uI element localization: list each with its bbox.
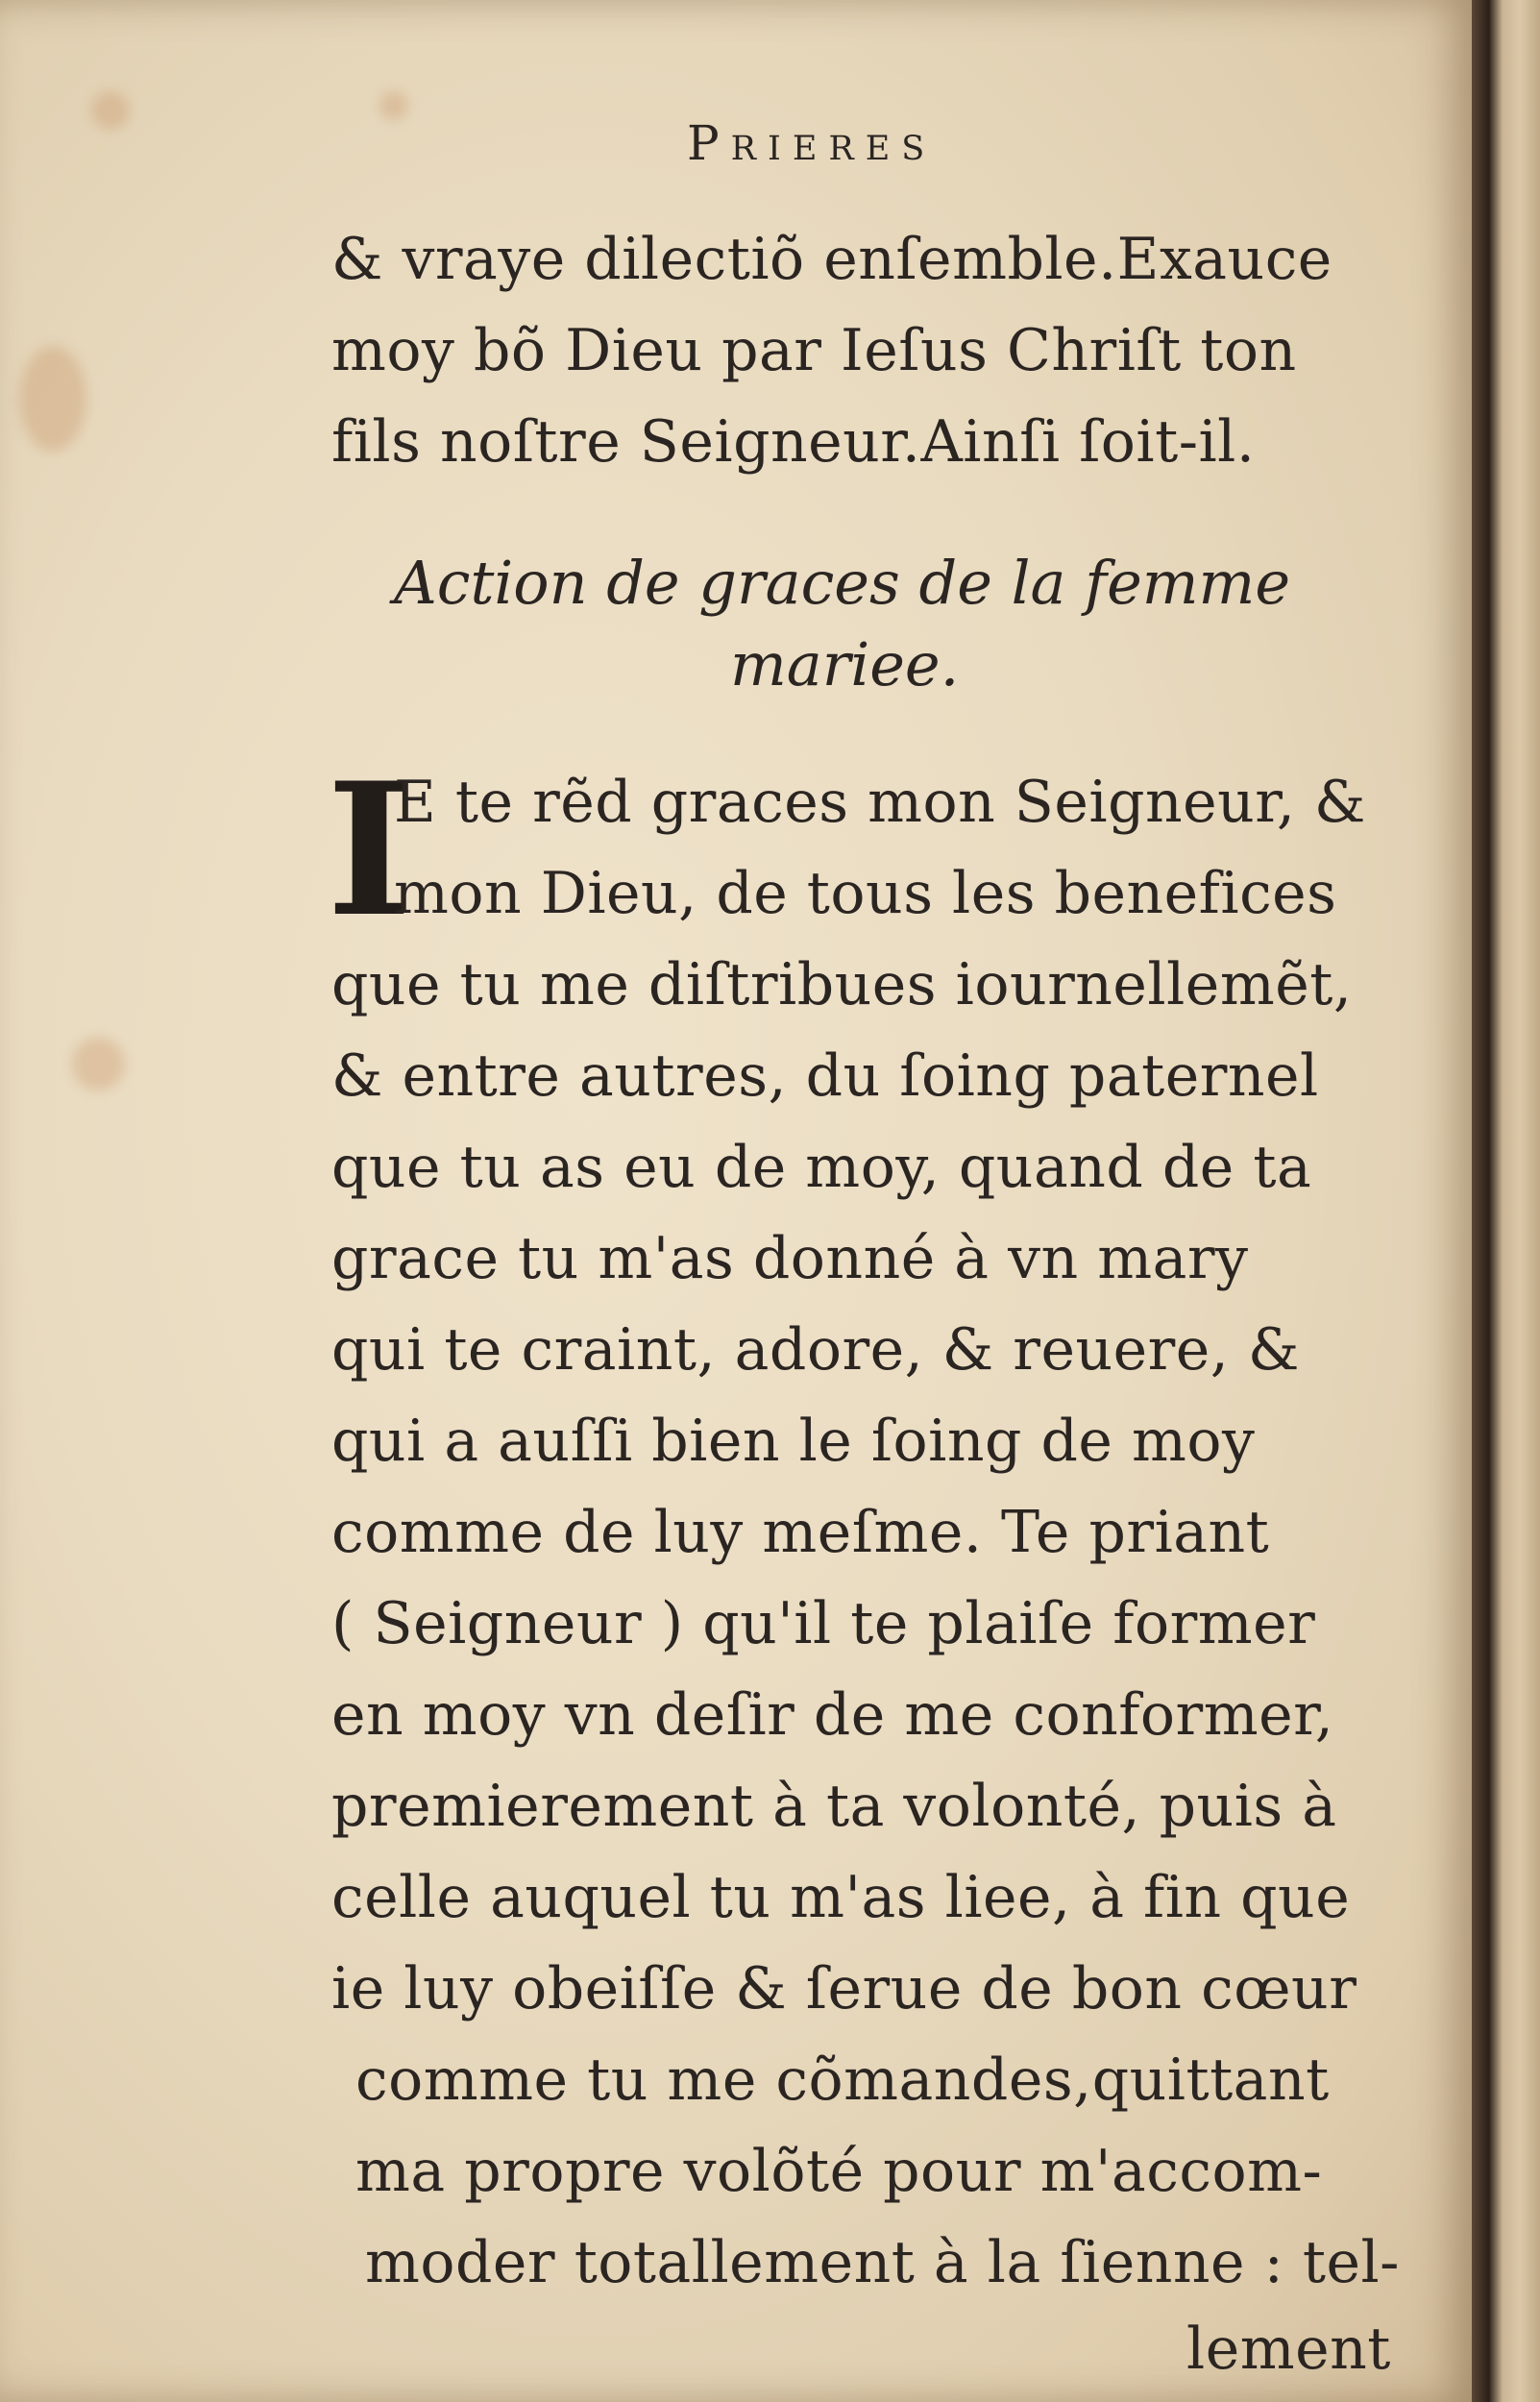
text-line: qui a auſſi bien le ſoing de moy [331,1408,1256,1475]
text-line: qui te craint, adore, & reuere, & [331,1316,1300,1384]
text-line: ma propre volõté pour m'accom- [355,2138,1323,2205]
text-line: ie luy obeiſſe & ſerue de bon cœur [331,1955,1357,2022]
text-line: comme de luy meſme. Te priant [331,1499,1270,1566]
foxing-stain [91,91,130,130]
text-line: grace tu m'as donné à vn mary [331,1225,1249,1292]
text-line: comme tu me cõmandes,quittant [355,2047,1330,2114]
text-line: & vraye dilectiõ enſemble.Exauce [331,226,1332,293]
text-line: que tu me diſtribues iournellemẽt, [331,951,1353,1018]
text-line: moy bõ Dieu par Ieſus Chriſt ton [331,317,1297,384]
text-line: premierement à ta volonté, puis à [331,1773,1337,1840]
foxing-stain [72,1038,125,1091]
text-line: & entre autres, du ſoing paternel [331,1042,1319,1110]
running-header: Prieres [687,115,937,171]
foxing-stain [379,91,408,120]
section-heading: Action de graces de la femme [394,548,1291,618]
text-line: ( Seigneur ) qu'il te plaiſe former [331,1590,1316,1657]
text-line: E te rẽd graces mon Seigneur, & [394,769,1366,836]
text-line: celle auquel tu m'as liee, à fin que [331,1864,1351,1931]
text-line: que tu as eu de moy, quand de ta [331,1134,1312,1201]
text-line: fils noſtre Seigneur.Ainſi ſoit-il. [331,408,1256,476]
section-heading: mariee. [730,629,960,699]
text-line: en moy vn deſir de me conformer, [331,1681,1334,1749]
book-gutter [1472,0,1540,2402]
foxing-stain [19,346,86,452]
drop-cap: I [327,743,412,957]
text-line: moder totallement à la ſienne : tel- [365,2229,1400,2296]
catchword: lement [1186,2316,1391,2383]
text-line: mon Dieu, de tous les benefices [394,860,1337,927]
